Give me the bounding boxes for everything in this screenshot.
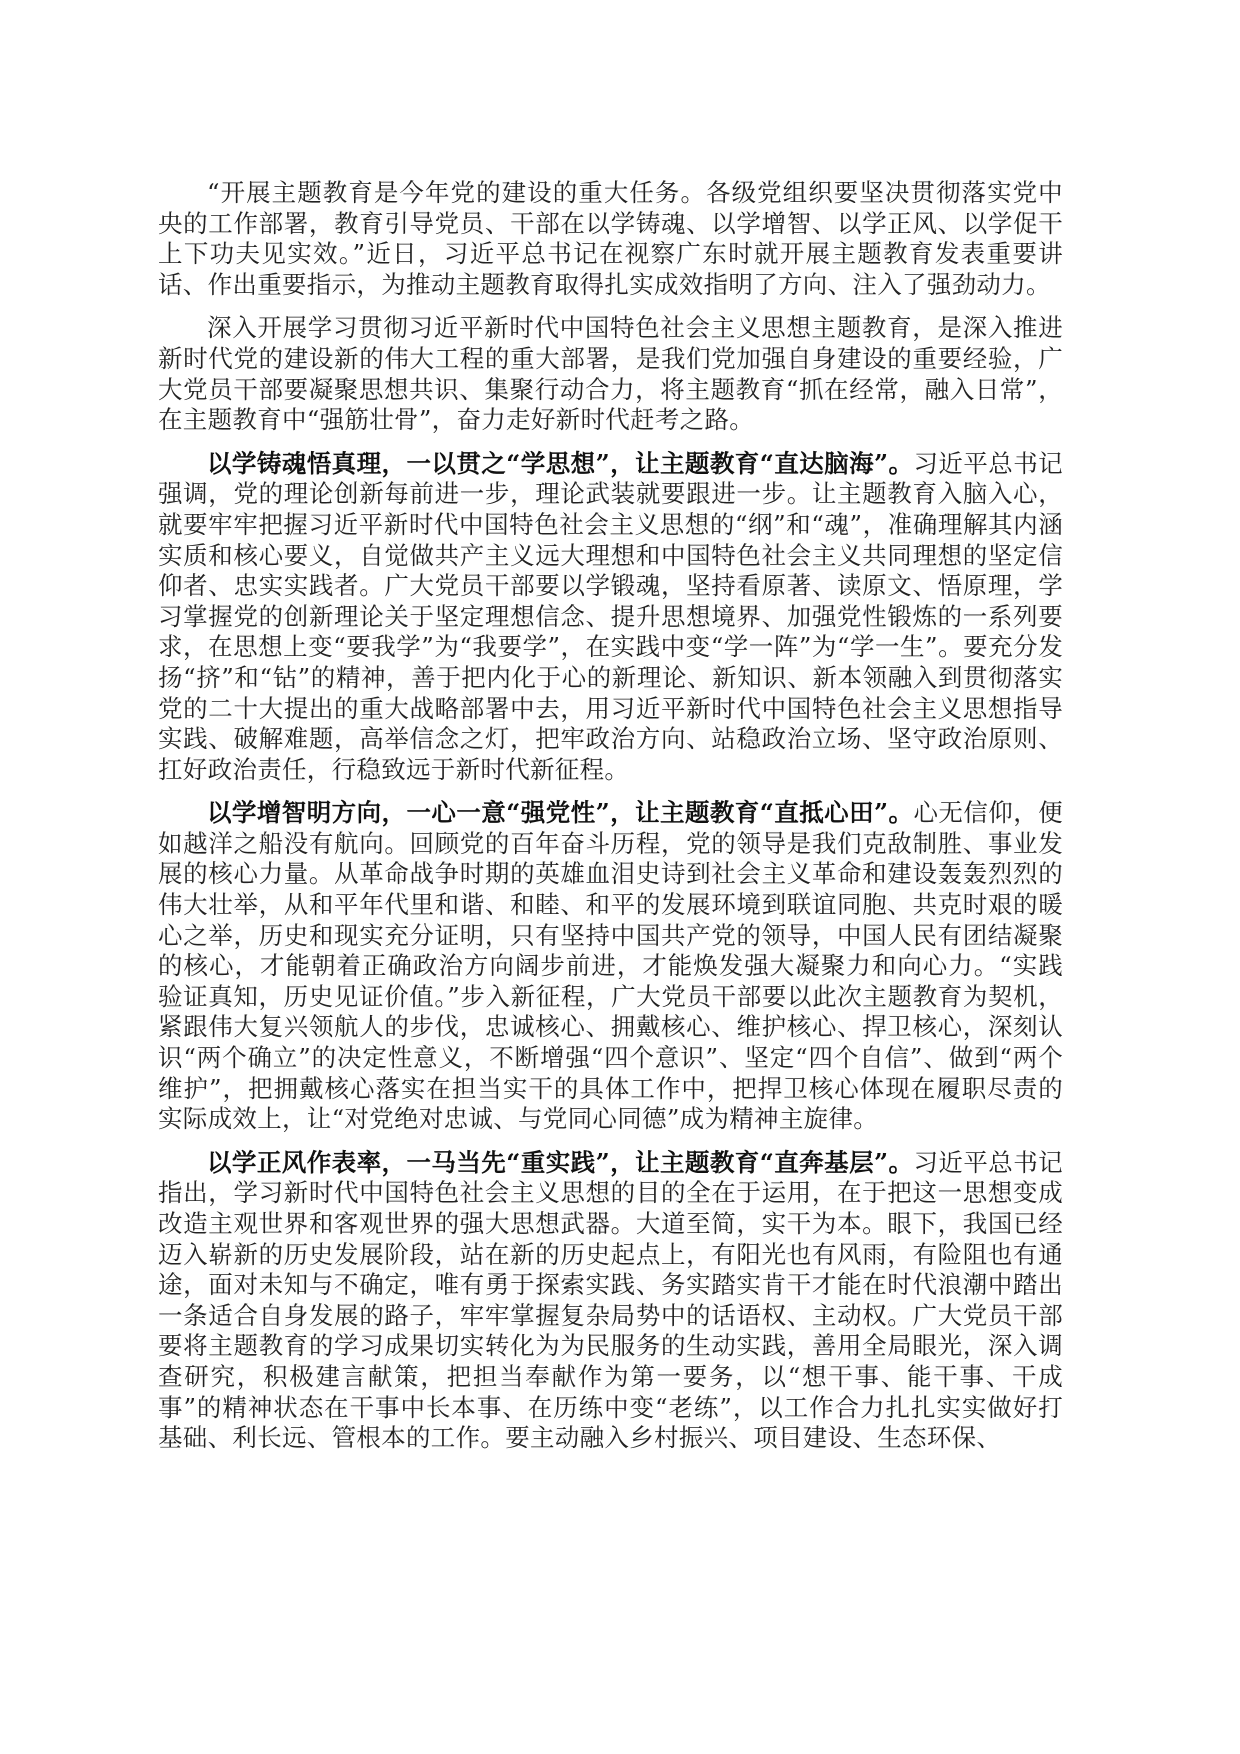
paragraph-5 (158, 1148, 1063, 1454)
paragraph-1 (158, 178, 1063, 300)
paragraph-4 (158, 798, 1063, 1135)
paragraph-3 (158, 449, 1063, 786)
paragraph-5-text: 习近平总书记指出，学习新时代中国特色社会主义思想的目的全在于运用，在于把这一思想变成改造主观世界和客观世界的强大思想武器。大道至简，实干为本。眼下，我国已经迈入崭新的历史发展阶段，站在新的历史起点上，有阳光也有风雨，有险阻也有通途，面对未知与不确定，唯有勇于探索实践、务实踏实肯干才能在时代浪潮中踏出一条适合自身发展的路子，牢牢掌握复杂局势中的话语权、主动权。广大党员干部要将主题教育的学习成果切实转化为为民服务的生动实践，善用全局眼光，深入调查研究，积极建言献策，把担当奉献作为第一要务，以“想干事、能干事、干成事”的精神状态在干事中长本事、在历练中变“老练”，以工作合力扎扎实实做好打基础、利长远、管根本的工作。要主动融入乡村振兴、项目建设、生态环保、 (158, 1147, 1063, 1453)
paragraph-4-lead: 以学增智明方向，一心一意“强党性”，让主题教育“直抵心田”。 (207, 798, 914, 828)
paragraph-1-text: “开展主题教育是今年党的建设的重大任务。各级党组织要坚决贯彻落实党中央的工作部署，教育引导党员、干部在以学铸魂、以学增智、以学正风、以学促干上下功夫见实效。”近日，习近平总书记在视察广东时就开展主题教育发表重要讲话、作出重要指示，为推动主题教育取得扎实成效指明了方向、注入了强劲动力。 (158, 178, 1063, 299)
paragraph-5-lead: 以学正风作表率，一马当先“重实践”，让主题教育“直奔基层”。 (207, 1147, 914, 1177)
paragraph-3-text: 习近平总书记强调，党的理论创新每前进一步，理论武装就要跟进一步。让主题教育入脑入心，就要牢牢把握习近平新时代中国特色社会主义思想的“纲”和“魂”，准确理解其内涵实质和核心要义，自觉做共产主义远大理想和中国特色社会主义共同理想的坚定信仰者、忠实实践者。广大党员干部要以学锻魂，坚持看原著、读原文、悟原理，学习掌握党的创新理论关于坚定理想信念、提升思想境界、加强党性锻炼的一系列要求，在思想上变“要我学”为“我要学”，在实践中变“学一阵”为“学一生”。要充分发扬“挤”和“钻”的精神，善于把内化于心的新理论、新知识、新本领融入到贯彻落实党的二十大提出的重大战略部署中去，用习近平新时代中国特色社会主义思想指导实践、破解难题，高举信念之灯，把牢政治方向、站稳政治立场、坚守政治原则、扛好政治责任，行稳致远于新时代新征程。 (158, 448, 1063, 784)
paragraph-3-lead: 以学铸魂悟真理，一以贯之“学思想”，让主题教育“直达脑海”。 (207, 448, 914, 478)
document-body (158, 178, 1063, 1467)
paragraph-2 (158, 313, 1063, 435)
paragraph-4-text: 心无信仰，便如越洋之船没有航向。回顾党的百年奋斗历程，党的领导是我们克敌制胜、事业发展的核心力量。从革命战争时期的英雄血泪史诗到社会主义革命和建设轰轰烈烈的伟大壮举，从和平年代里和谐、和睦、和平的发展环境到联谊同胞、共克时艰的暖心之举，历史和现实充分证明，只有坚持中国共产党的领导，中国人民有团结凝聚的核心，才能朝着正确政治方向阔步前进，才能焕发强大凝聚力和向心力。“实践验证真知，历史见证价值。”步入新征程，广大党员干部要以此次主题教育为契机，紧跟伟大复兴领航人的步伐，忠诚核心、拥戴核心、维护核心、捍卫核心，深刻认识“两个确立”的决定性意义，不断增强“四个意识”、坚定“四个自信”、做到“两个维护”，把拥戴核心落实在担当实干的具体工作中，把捍卫核心体现在履职尽责的实际成效上，让“对党绝对忠诚、与党同心同德”成为精神主旋律。 (158, 798, 1063, 1134)
paragraph-2-text: 深入开展学习贯彻习近平新时代中国特色社会主义思想主题教育，是深入推进新时代党的建设新的伟大工程的重大部署，是我们党加强自身建设的重要经验，广大党员干部要凝聚思想共识、集聚行动合力，将主题教育“抓在经常，融入日常”，在主题教育中“强筋壮骨”，奋力走好新时代赶考之路。 (158, 313, 1063, 435)
